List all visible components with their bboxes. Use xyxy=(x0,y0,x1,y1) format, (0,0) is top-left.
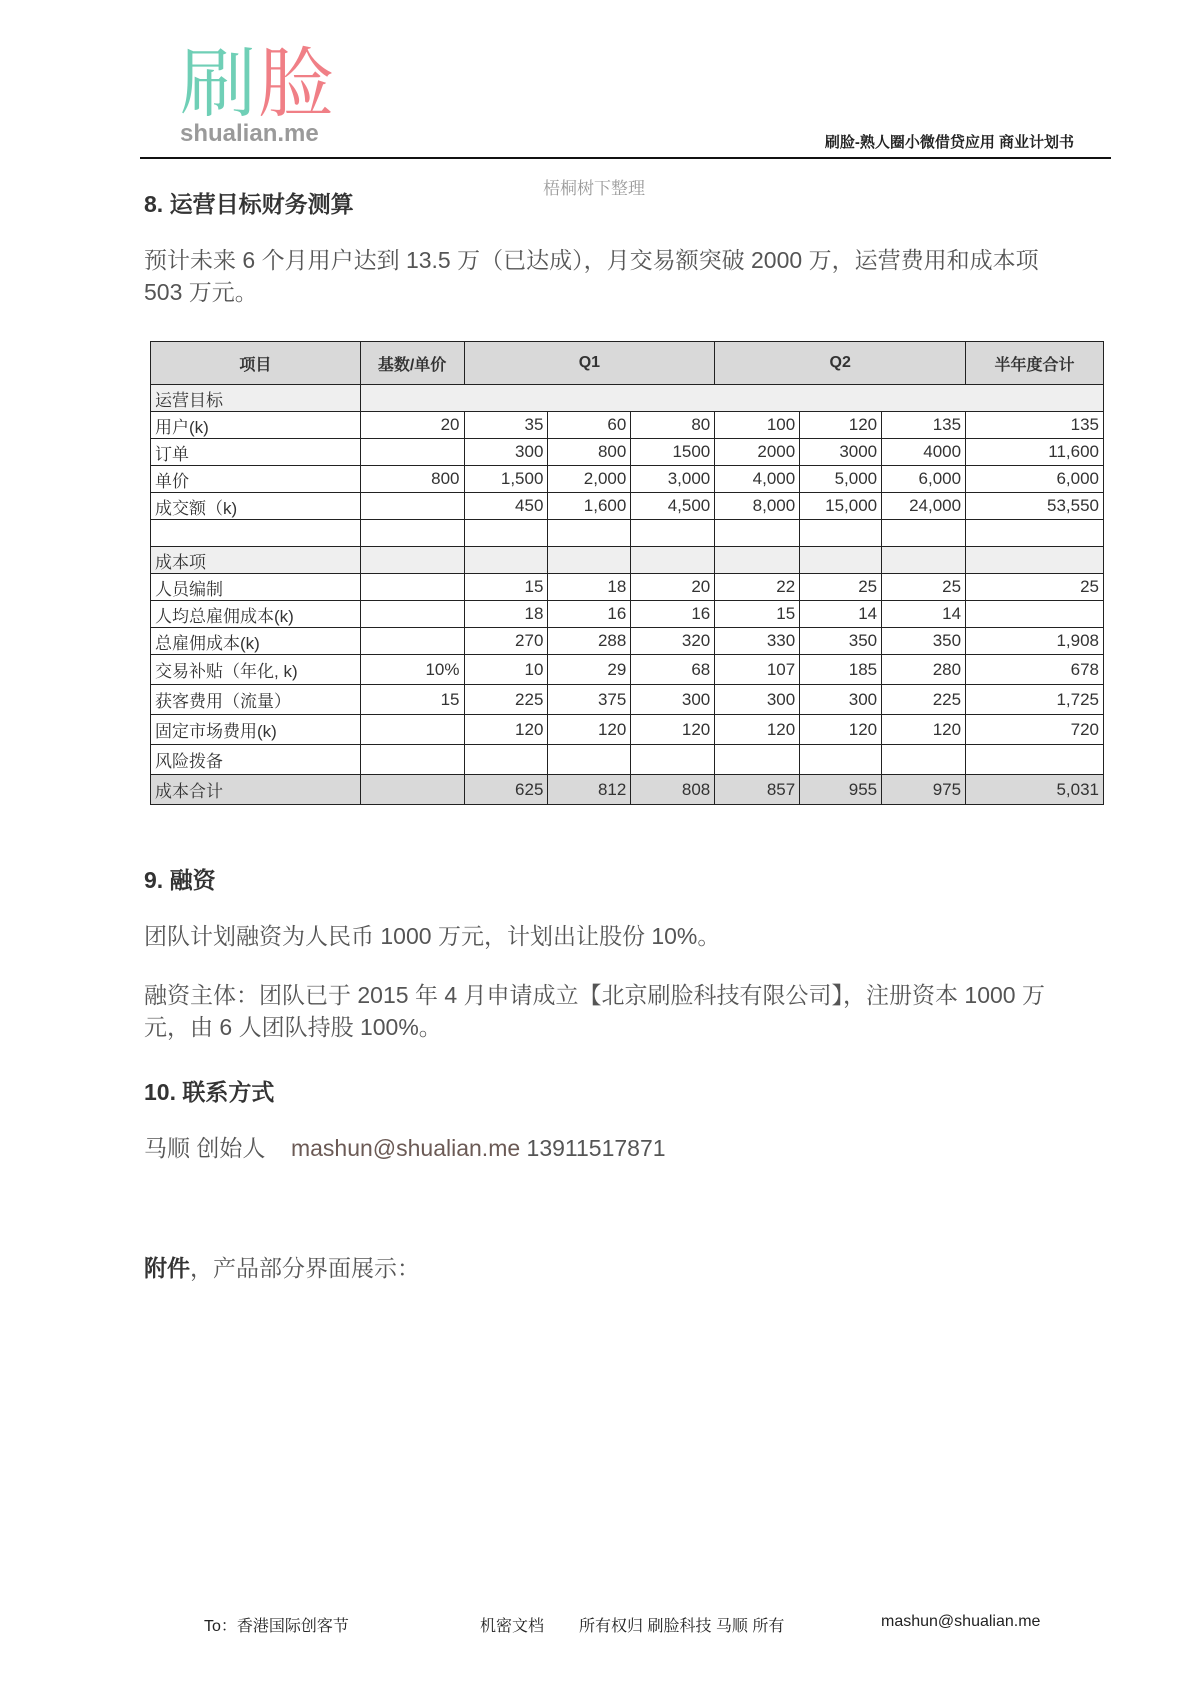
footer-confidential: 机密文档 xyxy=(480,1618,545,1635)
col-header-base: 基数/单价 xyxy=(360,342,464,385)
table-cell: 单价 xyxy=(151,466,361,493)
contact-email[interactable]: mashun@shualian.me xyxy=(290,1135,521,1161)
table-cell: 808 xyxy=(631,775,715,805)
appendix-label: 附件 xyxy=(144,1255,190,1281)
table-cell: 25 xyxy=(966,574,1104,601)
table-cell: 1,600 xyxy=(548,493,631,520)
section-9-title: 9. 融资 xyxy=(144,867,216,893)
section-8-paragraph-line1: 预计未来 6 个月用户达到 13.5 万（已达成），月交易额突破 2000 万，运营费用和成本项 xyxy=(144,247,1039,273)
footer-email: mashun@shualian.me xyxy=(881,1613,1041,1630)
table-cell xyxy=(631,745,715,775)
table-cell: 4,500 xyxy=(631,493,715,520)
table-cell: 135 xyxy=(882,412,966,439)
table-cell: 4000 xyxy=(882,439,966,466)
table-cell xyxy=(360,520,464,547)
col-header-q2: Q2 xyxy=(715,342,966,385)
table-cell xyxy=(360,601,464,628)
table-cell: 29 xyxy=(548,655,631,685)
table-cell: 25 xyxy=(882,574,966,601)
logo xyxy=(180,40,336,130)
table-cell: 120 xyxy=(631,715,715,745)
table-cell: 100 xyxy=(715,412,800,439)
table-cell xyxy=(800,745,882,775)
table-cell: 300 xyxy=(631,685,715,715)
table-cell: 3000 xyxy=(800,439,882,466)
table-cell: 运营目标 xyxy=(151,385,361,412)
table-cell xyxy=(715,745,800,775)
table-cell: 4,000 xyxy=(715,466,800,493)
table-cell: 总雇佣成本(k) xyxy=(151,628,361,655)
table-cell: 955 xyxy=(800,775,882,805)
table-cell: 1,725 xyxy=(966,685,1104,715)
table-cell: 6,000 xyxy=(966,466,1104,493)
table-cell: 15 xyxy=(715,601,800,628)
table-cell: 857 xyxy=(715,775,800,805)
footer-to: To：香港国际创客节 xyxy=(204,1618,349,1635)
table-cell: 15 xyxy=(360,685,464,715)
table-cell: 2,000 xyxy=(548,466,631,493)
table-cell: 678 xyxy=(966,655,1104,685)
table-cell: 60 xyxy=(548,412,631,439)
table-cell xyxy=(800,547,882,574)
table-cell: 120 xyxy=(548,715,631,745)
table-cell xyxy=(715,547,800,574)
table-cell: 270 xyxy=(464,628,548,655)
table-cell: 15,000 xyxy=(800,493,882,520)
table-cell: 68 xyxy=(631,655,715,685)
contact-phone: 13911517871 xyxy=(526,1135,666,1161)
table-cell xyxy=(360,493,464,520)
table-cell: 320 xyxy=(631,628,715,655)
section-8-paragraph-line2: 503 万元。 xyxy=(144,279,258,305)
contact-name: 马顺 创始人 xyxy=(144,1135,266,1161)
table-row xyxy=(151,601,1104,628)
table-cell xyxy=(548,745,631,775)
table-row xyxy=(151,520,1104,547)
table-cell: 18 xyxy=(548,574,631,601)
table-row xyxy=(151,628,1104,655)
table-cell: 120 xyxy=(800,715,882,745)
table-cell xyxy=(360,775,464,805)
table-cell: 1,908 xyxy=(966,628,1104,655)
table-header-row xyxy=(151,342,1104,385)
table-cell: 80 xyxy=(631,412,715,439)
table-cell: 1500 xyxy=(631,439,715,466)
table-row xyxy=(151,574,1104,601)
table-cell xyxy=(464,520,548,547)
table-cell: 20 xyxy=(360,412,464,439)
table-cell: 11,600 xyxy=(966,439,1104,466)
table-row xyxy=(151,439,1104,466)
table-row xyxy=(151,493,1104,520)
table-cell: 订单 xyxy=(151,439,361,466)
table-cell xyxy=(548,547,631,574)
appendix-line xyxy=(144,1252,420,1284)
col-header-item: 项目 xyxy=(151,342,361,385)
table-cell: 120 xyxy=(464,715,548,745)
table-cell: 107 xyxy=(715,655,800,685)
table-row xyxy=(151,412,1104,439)
table-cell: 812 xyxy=(548,775,631,805)
table-cell: 720 xyxy=(966,715,1104,745)
table-cell xyxy=(464,745,548,775)
footer-rights: 所有权归 刷脸科技 马顺 所有 xyxy=(579,1618,785,1635)
col-header-total: 半年度合计 xyxy=(966,342,1104,385)
table-cell: 用户(k) xyxy=(151,412,361,439)
table-cell: 22 xyxy=(715,574,800,601)
table-cell: 10 xyxy=(464,655,548,685)
table-cell: 288 xyxy=(548,628,631,655)
table-cell: 成交额（k) xyxy=(151,493,361,520)
document-title: 刷脸-熟人圈小微借贷应用 商业计划书 xyxy=(824,134,1074,151)
table-cell: 18 xyxy=(464,601,548,628)
table-cell xyxy=(464,547,548,574)
table-cell: 固定市场费用(k) xyxy=(151,715,361,745)
table-cell: 5,031 xyxy=(966,775,1104,805)
table-row xyxy=(151,685,1104,715)
table-cell: 185 xyxy=(800,655,882,685)
table-cell: 300 xyxy=(715,685,800,715)
table-cell xyxy=(360,715,464,745)
table-cell: 20 xyxy=(631,574,715,601)
table-cell: 975 xyxy=(882,775,966,805)
table-cell: 14 xyxy=(800,601,882,628)
table-cell: 5,000 xyxy=(800,466,882,493)
section-8-title: 8. 运营目标财务测算 xyxy=(144,191,354,217)
table-cell xyxy=(966,520,1104,547)
table-cell: 3,000 xyxy=(631,466,715,493)
table-cell: 800 xyxy=(360,466,464,493)
table-cell: 16 xyxy=(548,601,631,628)
table-cell: 6,000 xyxy=(882,466,966,493)
table-cell: 风险拨备 xyxy=(151,745,361,775)
logo-char-1: 刷 xyxy=(180,42,258,127)
table-cell: 120 xyxy=(800,412,882,439)
table-cell: 375 xyxy=(548,685,631,715)
table-cell xyxy=(548,520,631,547)
table-cell: 625 xyxy=(464,775,548,805)
table-cell: 350 xyxy=(882,628,966,655)
appendix-text: ，产品部分界面展示： xyxy=(190,1255,420,1281)
table-cell xyxy=(800,520,882,547)
table-cell: 53,550 xyxy=(966,493,1104,520)
section-9-paragraph-2-line1: 融资主体：团队已于 2015 年 4 月申请成立【北京刷脸科技有限公司】，注册资本 1000 万 xyxy=(144,982,1045,1008)
table-cell xyxy=(360,439,464,466)
table-cell: 成本项 xyxy=(151,547,361,574)
table-cell: 35 xyxy=(464,412,548,439)
table-cell: 350 xyxy=(800,628,882,655)
table-cell: 225 xyxy=(882,685,966,715)
table-cell xyxy=(360,628,464,655)
table-cell: 24,000 xyxy=(882,493,966,520)
table-cell: 交易补贴（年化, k) xyxy=(151,655,361,685)
table-cell: 人均总雇佣成本(k) xyxy=(151,601,361,628)
table-cell xyxy=(966,745,1104,775)
table-cell: 225 xyxy=(464,685,548,715)
table-cell: 300 xyxy=(464,439,548,466)
table-cell: 280 xyxy=(882,655,966,685)
financial-table xyxy=(150,341,1104,805)
table-cell: 120 xyxy=(882,715,966,745)
section-9-paragraph-2-line2: 元，由 6 人团队持股 100%。 xyxy=(144,1014,442,1040)
section-9-paragraph-1: 团队计划融资为人民币 1000 万元，计划出让股份 10%。 xyxy=(144,923,721,949)
watermark: 梧桐树下整理 xyxy=(543,179,645,199)
table-cell xyxy=(966,547,1104,574)
table-cell xyxy=(151,520,361,547)
table-cell: 成本合计 xyxy=(151,775,361,805)
table-row xyxy=(151,745,1104,775)
table-cell: 2000 xyxy=(715,439,800,466)
table-cell xyxy=(631,520,715,547)
table-row xyxy=(151,466,1104,493)
table-cell xyxy=(882,745,966,775)
table-cell: 8,000 xyxy=(715,493,800,520)
table-cell: 15 xyxy=(464,574,548,601)
table-cell: 25 xyxy=(800,574,882,601)
table-cell: 1,500 xyxy=(464,466,548,493)
table-cell: 人员编制 xyxy=(151,574,361,601)
logo-char-2: 脸 xyxy=(258,42,336,127)
table-row xyxy=(151,715,1104,745)
table-cell: 14 xyxy=(882,601,966,628)
table-cell: 10% xyxy=(360,655,464,685)
table-cell xyxy=(715,520,800,547)
table-cell xyxy=(360,547,464,574)
table-cell xyxy=(882,547,966,574)
section-10-title: 10. 联系方式 xyxy=(144,1079,275,1105)
table-row xyxy=(151,775,1104,805)
contact-line xyxy=(144,1132,666,1164)
table-cell xyxy=(966,601,1104,628)
table-row xyxy=(151,547,1104,574)
table-cell: 300 xyxy=(800,685,882,715)
table-cell xyxy=(882,520,966,547)
table-cell: 450 xyxy=(464,493,548,520)
table-row xyxy=(151,385,1104,412)
table-cell xyxy=(360,574,464,601)
table-row xyxy=(151,655,1104,685)
table-cell xyxy=(631,547,715,574)
table-cell: 330 xyxy=(715,628,800,655)
table-cell: 135 xyxy=(966,412,1104,439)
logo-domain: shualian.me xyxy=(180,120,319,147)
table-cell: 120 xyxy=(715,715,800,745)
table-cell-empty xyxy=(360,385,1103,412)
table-cell: 16 xyxy=(631,601,715,628)
col-header-q1: Q1 xyxy=(464,342,715,385)
table-cell: 800 xyxy=(548,439,631,466)
header-divider xyxy=(140,157,1111,159)
table-cell: 获客费用（流量） xyxy=(151,685,361,715)
table-cell xyxy=(360,745,464,775)
